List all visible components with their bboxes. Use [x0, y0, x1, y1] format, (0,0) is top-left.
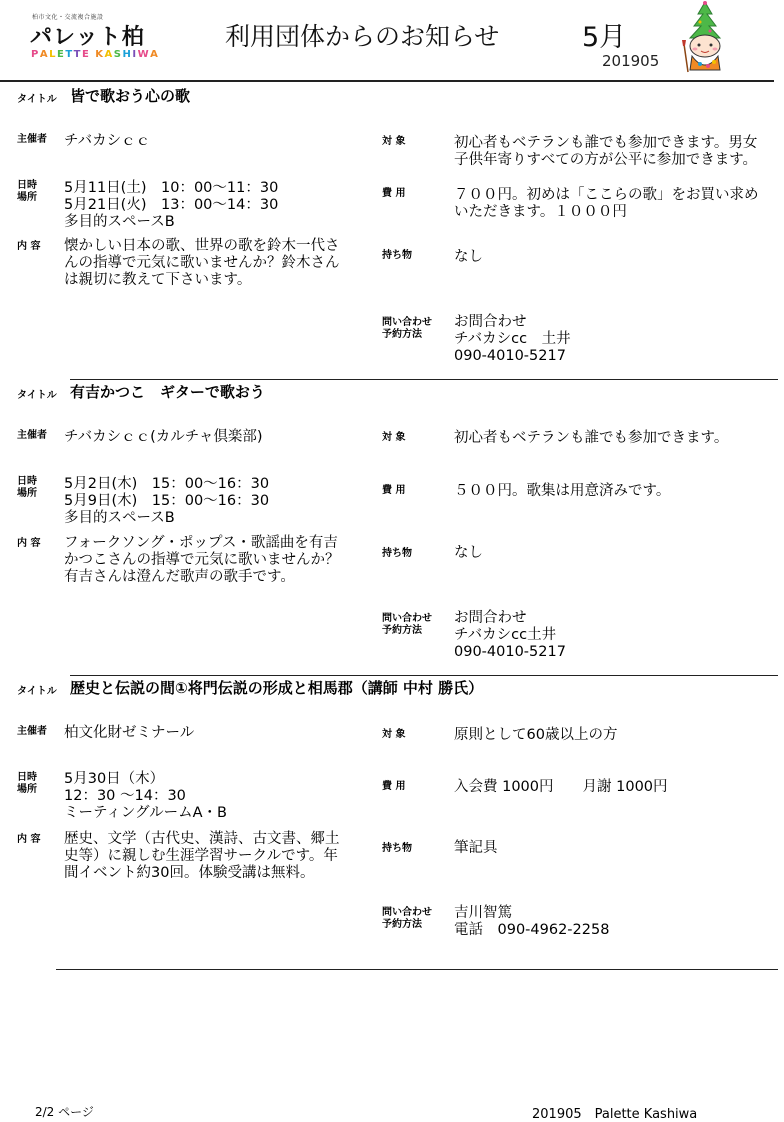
target-value: 初心者もベテランも誰でも参加できます。 — [454, 430, 729, 446]
event-title: 有吉かつこ ギターで歌おう — [70, 383, 265, 401]
section-rule — [70, 379, 778, 380]
logo-subtitle-letter: K — [95, 49, 105, 60]
logo-subtitle-letter: T — [73, 49, 82, 60]
logo-subtitle-letter: H — [122, 49, 133, 60]
section-rule — [70, 675, 778, 676]
footer-page-number: 2/2 ページ — [35, 1105, 94, 1119]
title-label: タイトル — [17, 390, 57, 401]
logo-subtitle-letter: A — [104, 49, 114, 60]
datetime-value: 5月2日(木) 15：00〜16：30 5月9日(木) 15：00〜16：30 多目的スペースB — [64, 476, 270, 526]
content-label: 内 容 — [17, 241, 41, 252]
logo-subtitle-letter: L — [49, 49, 57, 60]
target-value: 初心者もベテランも誰でも参加できます。男女 子供年寄りすべての方が公平に参加できます。 — [454, 135, 758, 168]
belongings-value: なし — [454, 545, 483, 561]
contact-label: 問い合わせ 予約方法 — [382, 907, 432, 930]
fee-label: 費 用 — [382, 188, 406, 199]
logo-subtitle-letter: S — [113, 49, 123, 60]
event-title: 歴史と伝説の間①将門伝説の形成と相馬郡（講師 中村 勝氏） — [70, 679, 484, 697]
organizer-value: チバカシｃｃ — [64, 133, 151, 149]
organizer-label: 主催者 — [17, 430, 47, 441]
contact-value: 吉川智篤 電話 090-4962-2258 — [454, 905, 610, 938]
datetime-value: 5月11日(土) 10：00〜11：30 5月21日(火) 13：00〜14：30 多目的スペースB — [64, 180, 279, 230]
page-code: 201905 — [602, 52, 660, 70]
fee-label: 費 用 — [382, 781, 406, 792]
content-label: 内 容 — [17, 538, 41, 549]
logo-tagline: 柏市文化・交流複合施設 — [32, 14, 104, 21]
datetime-value: 5月30日（木） 12：30 〜14：30 ミーティングルームA・B — [64, 771, 227, 821]
target-label: 対 象 — [382, 432, 406, 443]
event-title: 皆で歌おう心の歌 — [70, 87, 191, 105]
contact-label: 問い合わせ 予約方法 — [382, 317, 432, 340]
content-value: 歴史、文学（古代史、漢詩、古文書、郷土 史等）に親しむ生涯学習サークルです。年 間イベント約30回。体験受講は無料。 — [64, 831, 340, 881]
logo-name: パレット柏 — [30, 25, 145, 50]
page-title: 利用団体からのお知らせ — [225, 22, 500, 51]
organizer-value: チバカシｃｃ(カルチャ倶楽部) — [64, 429, 263, 445]
content-label: 内 容 — [17, 834, 41, 845]
fee-value: ７００円。初めは「ここらの歌」をお買い求め いただきます。１０００円 — [454, 187, 759, 220]
title-label: タイトル — [17, 686, 57, 697]
fee-label: 費 用 — [382, 485, 406, 496]
logo-subtitle-letter: I — [132, 49, 138, 60]
page-month: 5月 — [582, 22, 627, 53]
content-value: フォークソング・ポップス・歌謡曲を有吉 かつこさんの指導で元気に歌いませんか？ 有吉さんは澄んだ歌声の歌手です。 — [64, 535, 340, 585]
content-value: 懐かしい日本の歌、世界の歌を鈴木一代さ んの指導で元気に歌いませんか？鈴木さん は親切に教えて下さいます。 — [64, 238, 340, 288]
logo-subtitle-letter: P — [31, 49, 40, 60]
footer-right-text: 201905 Palette Kashiwa — [532, 1107, 698, 1122]
target-label: 対 象 — [382, 729, 406, 740]
contact-value: お問合わせ チバカシcc 土井 090-4010-5217 — [454, 314, 571, 364]
belongings-value: なし — [454, 249, 483, 265]
target-value: 原則として60歳以上の方 — [454, 727, 618, 743]
datetime-label: 日時 場所 — [17, 772, 37, 795]
logo-subtitle-letter: E — [81, 49, 91, 60]
section-rule — [56, 969, 778, 970]
contact-label: 問い合わせ 予約方法 — [382, 613, 432, 636]
logo-subtitle — [31, 49, 159, 60]
fee-value: ５００円。歌集は用意済みです。 — [454, 483, 671, 499]
mascot-illustration-icon — [670, 0, 740, 74]
belongings-value: 筆記具 — [454, 840, 498, 856]
belongings-label: 持ち物 — [382, 843, 412, 854]
logo-subtitle-letter: A — [150, 49, 160, 60]
belongings-label: 持ち物 — [382, 250, 412, 261]
logo-subtitle-letter: A — [39, 49, 50, 60]
logo-subtitle-letter: W — [137, 49, 151, 60]
fee-value: 入会費 1000円 月謝 1000円 — [454, 779, 668, 795]
logo-subtitle-letter: E — [56, 49, 66, 60]
belongings-label: 持ち物 — [382, 548, 412, 559]
datetime-label: 日時 場所 — [17, 180, 37, 203]
target-label: 対 象 — [382, 136, 406, 147]
logo-subtitle-letter: T — [65, 49, 74, 60]
organizer-value: 柏文化財ゼミナール — [64, 725, 195, 741]
organizer-label: 主催者 — [17, 726, 47, 737]
datetime-label: 日時 場所 — [17, 476, 37, 499]
contact-value: お問合わせ チバカシcc土井 090-4010-5217 — [454, 610, 566, 660]
title-label: タイトル — [17, 94, 57, 105]
header-rule — [0, 80, 774, 82]
organizer-label: 主催者 — [17, 134, 47, 145]
